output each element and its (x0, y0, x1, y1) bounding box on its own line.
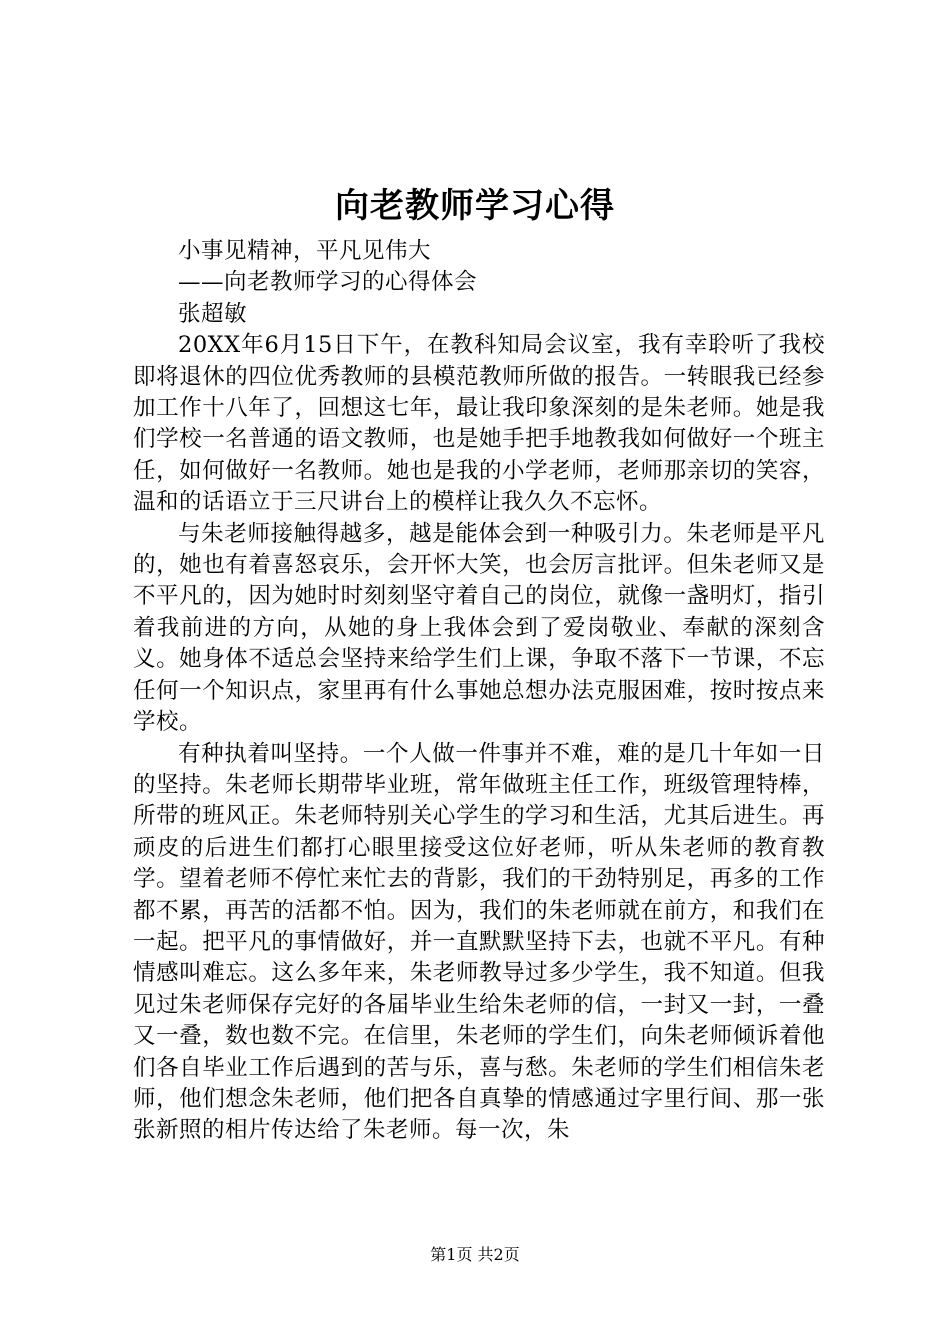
page-footer: 第1页 共2页 (430, 1245, 520, 1264)
document-title: 向老教师学习心得 (335, 186, 615, 226)
body-paragraph-2: 与朱老师接触得越多，越是能体会到一种吸引力。朱老师是平凡的，她也有着喜怒哀乐，会开怀大笑，也会厉言批评。但朱老师又是不平凡的，因为她时时刻刻坚守着自己的岗位，就像一盏明灯，指引着我前进的方向，从她的身上我体会到了爱岗敬业、奉献的深刻含义。她身体不适总会坚持来给学生们上课，争取不落下一节课，不忘任何一个知识点，家里再有什么事她总想办法克服困难，按时按点来学校。 (133, 520, 825, 736)
document-subheading: ——向老教师学习的心得体会 (178, 269, 478, 296)
body-paragraph-1: 20XX年6月15日下午，在教科知局会议室，我有幸聆听了我校即将退休的四位优秀教师的县模范教师所做的报告。一转眼我已经参加工作十八年了，回想这七年，最让我印象深刻的是朱老师。她是我们学校一名普通的语文教师，也是她手把手地教我如何做好一个班主任，如何做好一名教师。她也是我的小学老师，老师那亲切的笑容，温和的话语立于三尺讲台上的模样让我久久不忘怀。 (133, 332, 825, 516)
body-paragraph-3: 有种执着叫坚持。一个人做一件事并不难，难的是几十年如一日的坚持。朱老师长期带毕业班，常年做班主任工作，班级管理特棒，所带的班风正。朱老师特别关心学生的学习和生活，尤其后进生。再顽皮的后进生们都打心眼里接受这位好老师，听从朱老师的教育教学。望着老师不停忙来忙去的背影，我们的干劲特别足，再多的工作都不累，再苦的活都不怕。因为，我们的朱老师就在前方，和我们在一起。把平凡的事情做好，并一直默默坚持下去，也就不平凡。有种情感叫难忘。这么多年来，朱老师教导过多少学生，我不知道。但我见过朱老师保存完好的各届毕业生给朱老师的信，一封又一封，一叠又一叠，数也数不完。在信里，朱老师的学生们，向朱老师倾诉着他们各自毕业工作后遇到的苦与乐，喜与愁。朱老师的学生们相信朱老师，他们想念朱老师，他们把各自真挚的情感通过字里行间、那一张张新照的相片传达给了朱老师。每一次，朱 (133, 740, 825, 1144)
document-subtitle: 小事见精神，平凡见伟大 (178, 238, 432, 264)
document-body (133, 236, 825, 1147)
document-author: 张超敏 (178, 300, 248, 327)
